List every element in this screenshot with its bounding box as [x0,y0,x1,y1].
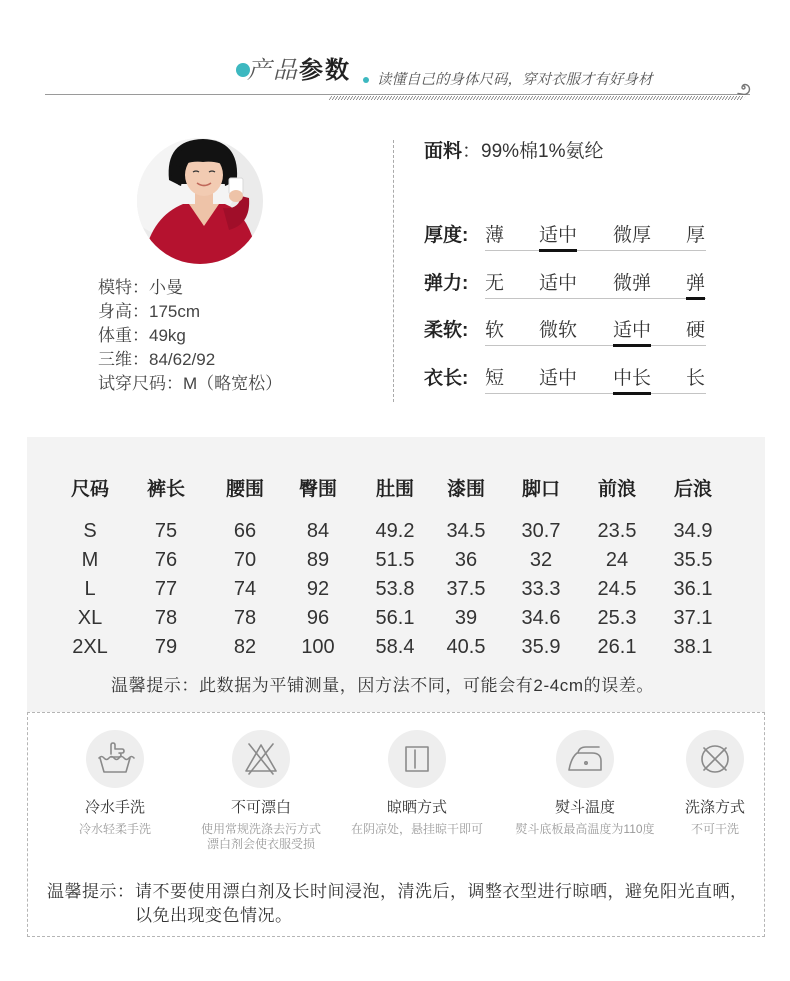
attribute-option: 无 [485,273,505,294]
size-label-cell: M [81,549,99,571]
care-note-label: 温馨提示： [47,882,135,901]
table-cell: 40.5 [446,636,486,658]
hand-wash-icon [86,730,144,788]
attribute-row [424,272,714,302]
attribute-option: 厚 [686,225,706,246]
attribute-label: 弹力: [424,273,469,294]
table-cell: 89 [306,549,330,571]
attribute-option-selected: 适中 [539,224,577,252]
table-cell: 34.9 [673,520,713,542]
attribute-option: 微厚 [613,225,652,246]
section-subtitle: 读懂自己的身体尺码，穿对衣服才有好身材 [377,72,653,88]
table-cell: 24 [605,549,629,571]
table-cell: 56.1 [375,607,415,629]
model-measurements: 三维：84/62/92 [98,350,216,369]
table-cell: 32 [529,549,553,571]
table-cell: 58.4 [375,636,415,658]
care-label: 洗涤方式 [684,799,745,816]
table-header-cell: 脚口 [521,479,560,500]
care-note-line: 以免出现变色情况。 [135,906,293,925]
attribute-option-selected: 中长 [613,367,651,395]
table-cell: 25.3 [597,607,637,629]
attribute-option-selected: 适中 [613,319,651,347]
care-note-line: 请不要使用漂白剂及长时间浸泡，清洗后，调整衣型进行晾晒，避免阳光直晒， [135,882,748,901]
table-cell: 36 [454,549,478,571]
model-trial-size: 试穿尺码：M（略宽松） [98,374,283,393]
table-cell: 96 [306,607,330,629]
care-label: 晾晒方式 [386,799,447,816]
no-bleach-icon [232,730,290,788]
attribute-scale-line [485,250,706,251]
table-cell: 34.6 [521,607,561,629]
table-cell: 49.2 [375,520,415,542]
care-item-hand-wash [45,730,185,837]
attribute-row [424,319,714,349]
attribute-label: 衣长: [424,368,469,389]
table-header-cell: 肚围 [375,479,414,500]
table-header-cell: 裤长 [146,479,185,500]
model-name: 模特：小曼 [98,278,183,297]
line-dry-icon [388,730,446,788]
table-cell: 36.1 [673,578,713,600]
size-label-cell: 2XL [72,636,108,658]
fabric-info [424,140,604,164]
iron-icon [556,730,614,788]
attribute-scale-line [485,345,706,346]
fabric-label: 面料 [424,141,463,162]
table-cell: 70 [233,549,257,571]
table-cell: 26.1 [597,636,637,658]
table-cell: 78 [154,607,178,629]
header-hatch-decoration [329,96,746,100]
table-cell: 92 [306,578,330,600]
attribute-label: 柔软: [424,320,469,341]
table-cell: 66 [233,520,257,542]
table-cell: 79 [154,636,178,658]
table-header-cell: 腰围 [225,479,264,500]
table-cell: 23.5 [597,520,637,542]
care-description: 在阴凉处，悬挂晾干即可 [350,822,483,836]
care-label: 不可漂白 [230,799,291,816]
care-description: 使用常规洗涤去污方式 [200,822,321,836]
attribute-option-selected: 弹 [686,272,705,300]
attribute-row [424,367,714,397]
attribute-scale-line [485,393,706,394]
table-header-cell: 漆围 [446,479,485,500]
table-cell: 34.5 [446,520,486,542]
vertical-divider [393,140,394,402]
attribute-option: 微弹 [613,273,652,294]
no-dry-clean-icon [686,730,744,788]
model-weight: 体重：49kg [98,326,186,345]
subtitle-bullet [363,77,369,83]
table-cell: 51.5 [375,549,415,571]
care-item-no-bleach [191,730,331,852]
table-cell: 53.8 [375,578,415,600]
size-label-cell: S [83,520,97,542]
size-label-cell: XL [77,607,103,629]
size-chart [27,437,765,712]
table-cell: 76 [154,549,178,571]
attribute-option: 短 [485,368,505,389]
care-description: 漂白剂会使衣服受损 [206,837,315,851]
care-item-iron [515,730,655,837]
table-cell: 39 [454,607,478,629]
attribute-option: 薄 [485,225,505,246]
attribute-option: 适中 [539,273,578,294]
table-cell: 77 [154,578,178,600]
attribute-label: 厚度: [424,225,469,246]
table-cell: 82 [233,636,257,658]
care-description: 不可干洗 [690,822,739,836]
model-info [98,276,282,396]
section-title-light: 产品 [247,57,299,84]
attribute-option: 长 [686,368,706,389]
table-cell: 38.1 [673,636,713,658]
table-cell: 78 [233,607,257,629]
attribute-row [424,224,714,254]
care-label: 冷水手洗 [84,799,145,816]
table-cell: 37.5 [446,578,486,600]
table-cell: 30.7 [521,520,561,542]
model-photo [137,138,263,264]
fabric-value: ：99%棉1%氨纶 [462,141,604,162]
care-item-line-dry [347,730,487,837]
section-title [247,56,351,86]
table-cell: 37.1 [673,607,713,629]
table-cell: 100 [301,636,335,658]
table-cell: 35.9 [521,636,561,658]
care-description: 冷水轻柔手洗 [78,822,151,836]
table-header-cell: 尺码 [70,479,109,500]
table-cell: 84 [306,520,330,542]
care-item-no-dry-clean [645,730,785,837]
table-header-cell: 臀围 [298,479,337,500]
attribute-scale-line [485,298,706,299]
attribute-option: 软 [485,320,505,341]
header-rule [45,94,750,95]
care-description: 熨斗底板最高温度为110度 [515,822,655,836]
table-cell: 75 [154,520,178,542]
attribute-option: 适中 [539,368,578,389]
model-height: 身高：175cm [98,302,201,321]
attribute-option: 硬 [686,320,706,341]
size-note: 温馨提示：此数据为平铺测量，因方法不同，可能会有2-4cm的误差。 [111,676,655,695]
table-cell: 33.3 [521,578,561,600]
care-label: 熨斗温度 [554,799,615,816]
swirl-icon [736,80,751,95]
table-cell: 74 [233,578,257,600]
table-cell: 24.5 [597,578,637,600]
table-header-cell: 前浪 [597,479,636,500]
table-header-cell: 后浪 [673,479,712,500]
size-label-cell: L [84,578,96,600]
table-cell: 35.5 [673,549,713,571]
attribute-option: 微软 [539,320,578,341]
section-title-bold: 参数 [299,57,351,84]
